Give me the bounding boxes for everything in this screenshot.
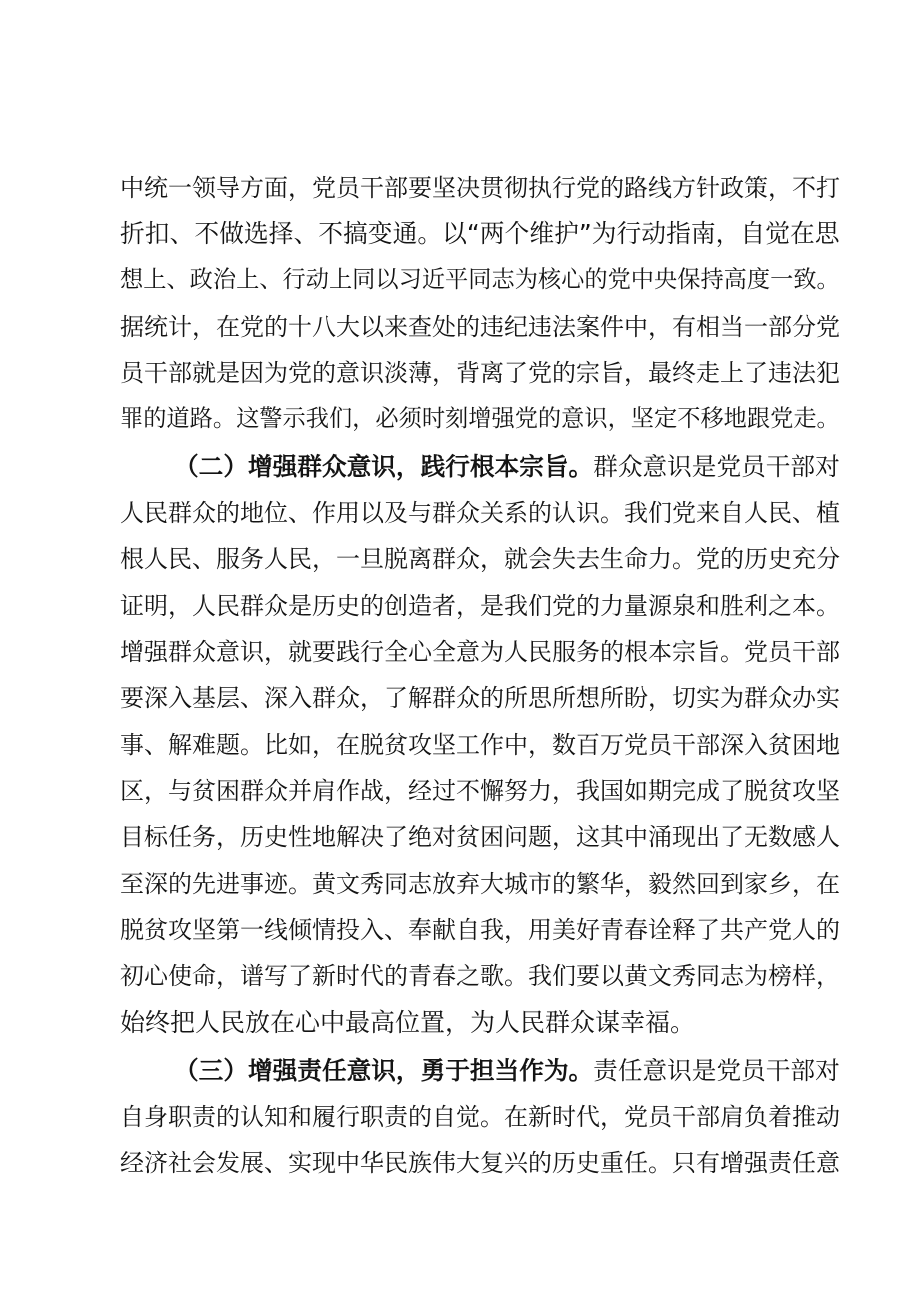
paragraph-line: 区，与贫困群众并肩作战，经过不懈努力，我国如期完成了脱贫攻坚 <box>120 777 840 805</box>
paragraph-line: 经济社会发展、实现中华民族伟大复兴的历史重任。只有增强责任意 <box>120 1149 840 1177</box>
paragraph-line: 事、解难题。比如，在脱贫攻坚工作中，数百万党员干部深入贫困地 <box>120 731 840 759</box>
paragraph-line: 始终把人民放在心中最高位置，为人民群众谋幸福。 <box>120 1008 696 1037</box>
paragraph-line: 目标任务，历史性地解决了绝对贫困问题，这其中涌现出了无数感人 <box>120 823 840 851</box>
paragraph-line: 自身职责的认知和履行职责的自觉。在新时代，党员干部肩负着推动 <box>120 1103 840 1131</box>
paragraph-line: 想上、政治上、行动上同以习近平同志为核心的党中央保持高度一致。 <box>120 266 840 293</box>
section-2-first-line <box>174 445 840 489</box>
paragraph-line: 脱贫攻坚第一线倾情投入、奉献自我，用美好青春诠释了共产党人的 <box>120 916 840 944</box>
paragraph-line: 员干部就是因为党的意识淡薄，背离了党的宗旨，最终走上了违法犯 <box>120 359 840 387</box>
section-2-first-line-text: 群众意识是党员干部对 <box>593 452 840 481</box>
paragraph-line: 根人民、服务人民，一旦脱离群众，就会失去生命力。党的历史充分 <box>120 545 840 573</box>
paragraph-line: 中统一领导方面，党员干部要坚决贯彻执行党的路线方针政策，不打 <box>120 174 840 202</box>
section-3-first-line-text: 责任意识是党员干部对 <box>593 1056 840 1085</box>
paragraph-line: 人民群众的地位、作用以及与群众关系的认识。我们党来自人民、植 <box>120 499 840 527</box>
paragraph-line: 据统计，在党的十八大以来查处的违纪违法案件中，有相当一部分党 <box>120 313 840 341</box>
paragraph-line: 罪的道路。这警示我们，必须时刻增强党的意识，坚定不移地跟党走。 <box>120 405 840 432</box>
paragraph-line: 至深的先进事迹。黄文秀同志放弃大城市的繁华，毅然回到家乡，在 <box>120 870 840 898</box>
paragraph-line: 初心使命，谱写了新时代的青春之歌。我们要以黄文秀同志为榜样， <box>120 962 840 990</box>
section-3-first-line <box>174 1049 840 1093</box>
section-2-heading: （二）增强群众意识，践行根本宗旨。 <box>174 452 594 481</box>
paragraph-line: 增强群众意识，就要践行全心全意为人民服务的根本宗旨。党员干部 <box>120 638 840 666</box>
paragraph-line: 要深入基层、深入群众，了解群众的所思所想所盼，切实为群众办实 <box>120 684 840 712</box>
paragraph-line: 证明，人民群众是历史的创造者，是我们党的力量源泉和胜利之本。 <box>120 592 840 620</box>
paragraph-line: 折扣、不做选择、不搞变通。以“两个维护”为行动指南，自觉在思 <box>120 219 840 248</box>
section-3-heading: （三）增强责任意识，勇于担当作为。 <box>174 1056 594 1085</box>
